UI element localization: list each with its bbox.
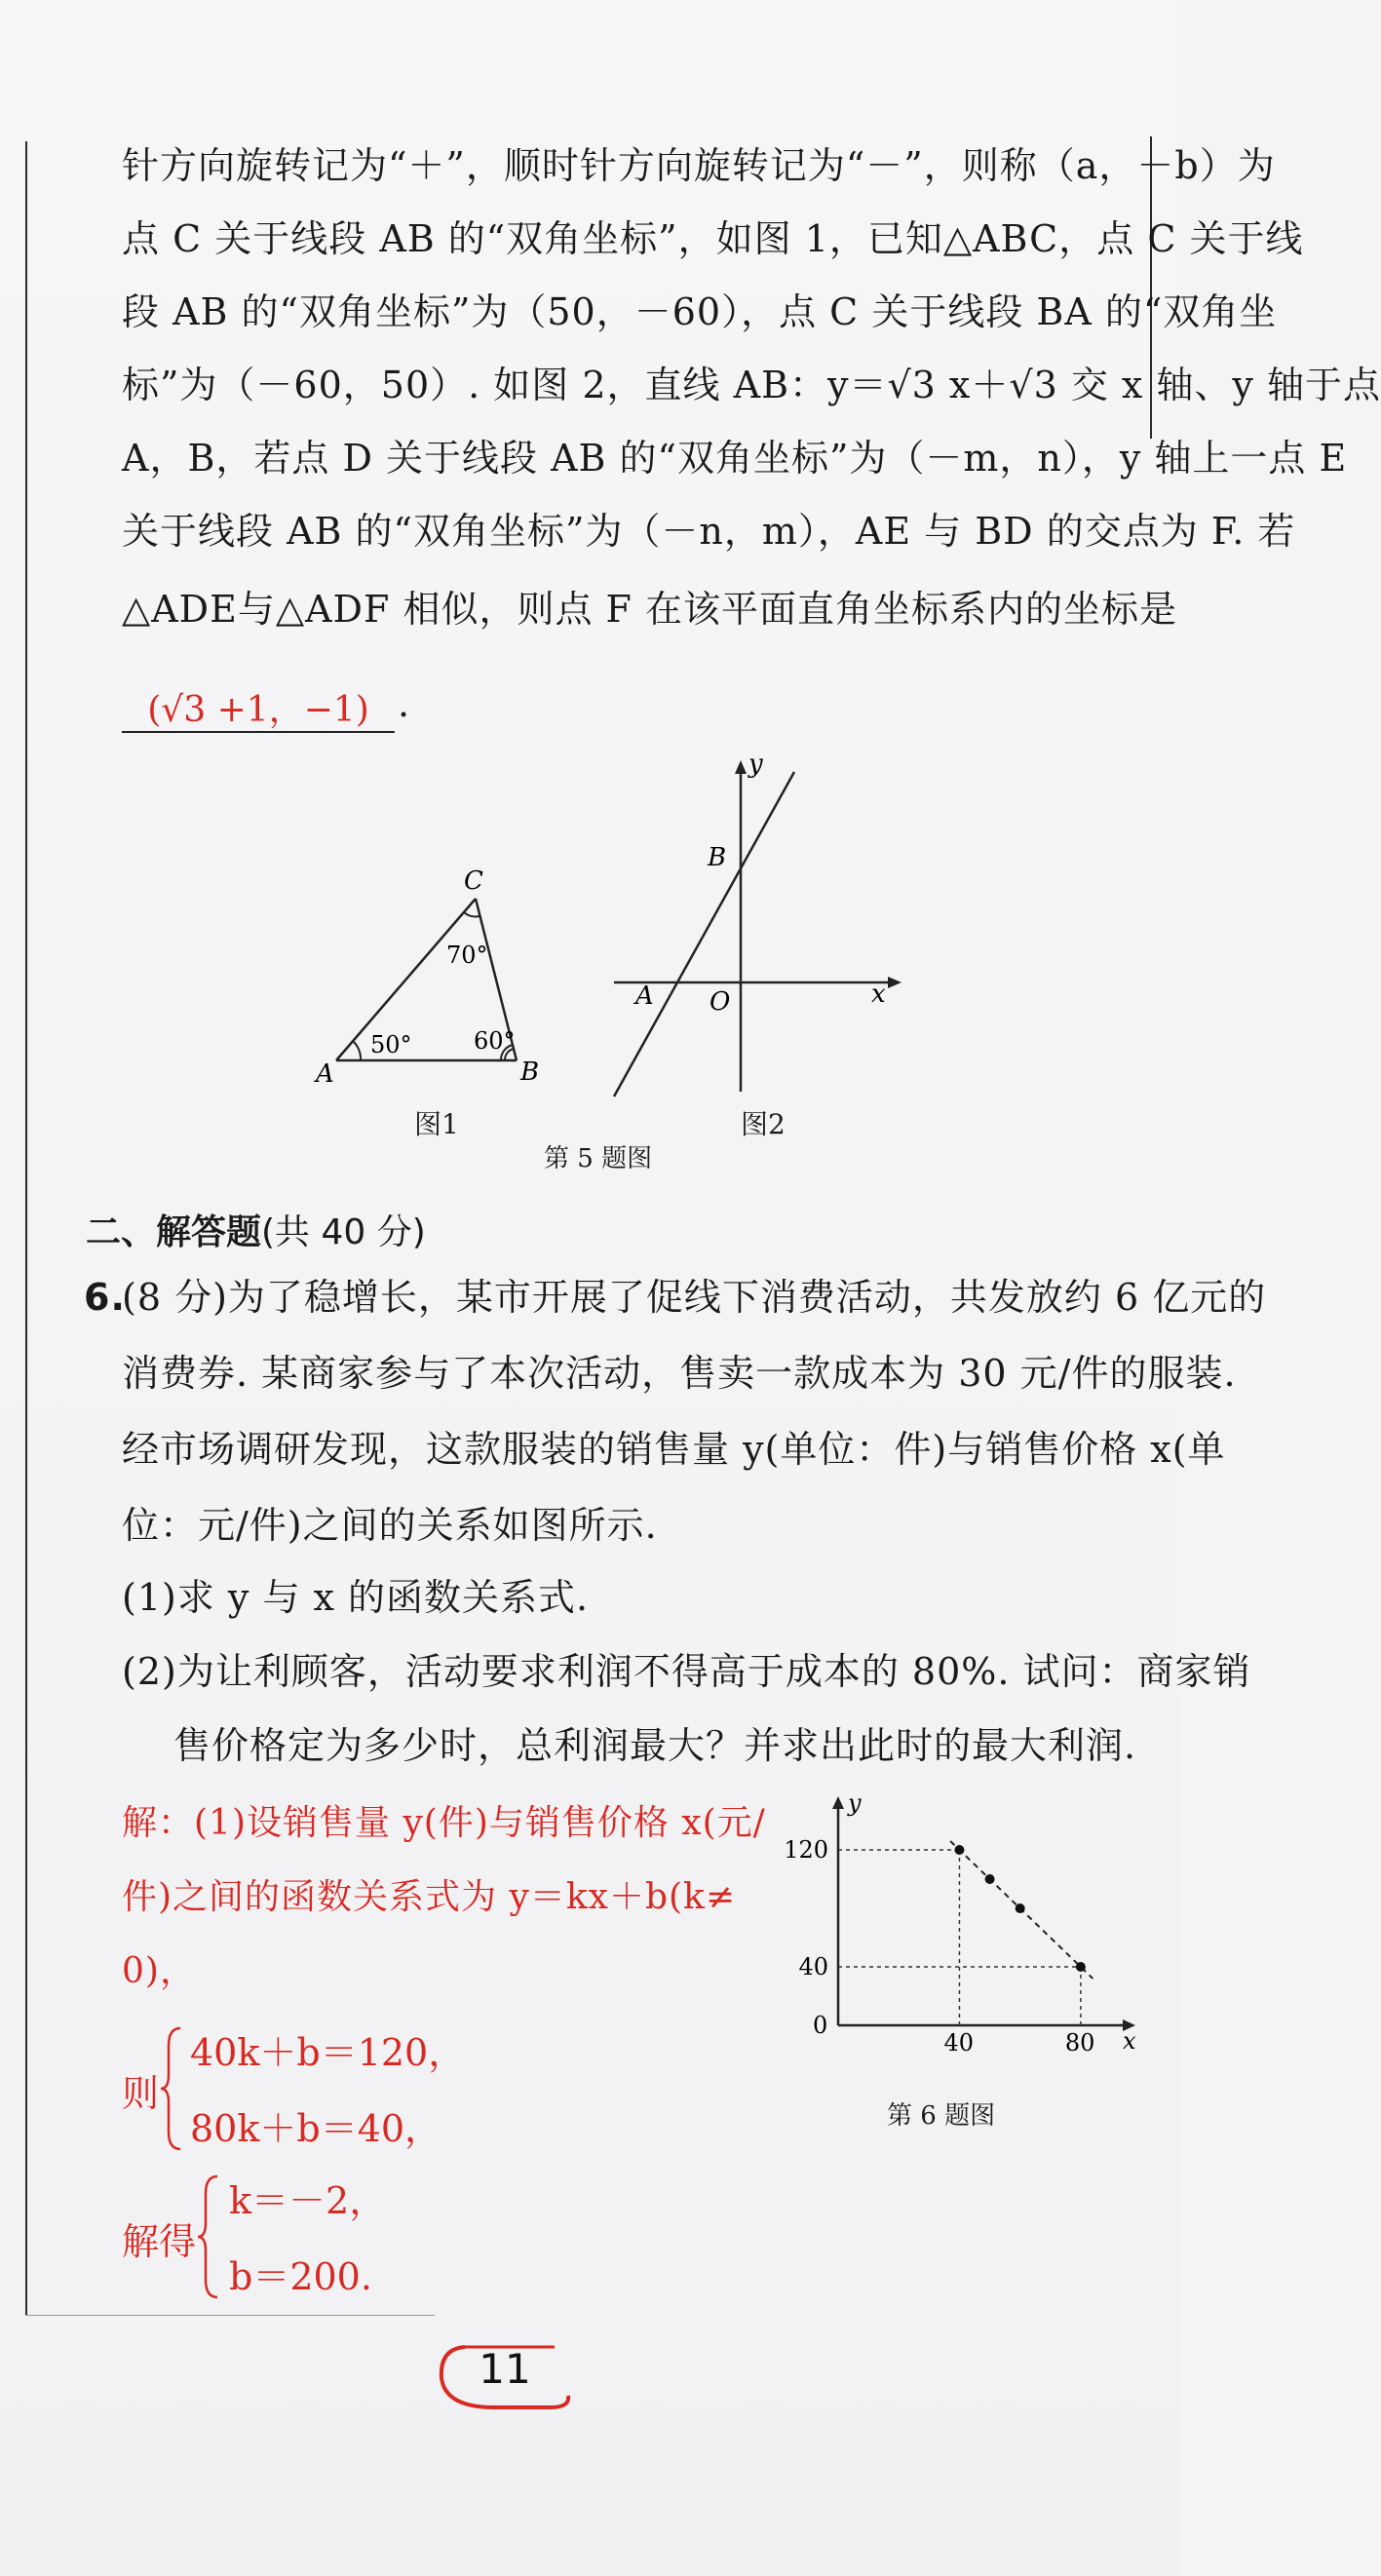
problem-6-line-3: 经市场调研发现，这款服装的销售量 y(单位：件)与销售价格 x(单 (122, 1428, 1226, 1471)
section-title-text: 二、解答题 (86, 1212, 262, 1252)
problem-6-part-2: (2)为让利顾客，活动要求利润不得高于成本的 80%. 试问：商家销 (122, 1650, 1251, 1693)
y-axis-arrow (735, 760, 747, 774)
problem-6-line-4: 位：元/件)之间的关系如图所示. (122, 1504, 658, 1547)
problem-5-line-7: △ADE与△ADF 相似，则点 F 在该平面直角坐标系内的坐标是 (122, 588, 1177, 631)
figure-1-caption: 图1 (414, 1108, 459, 1140)
chart-y-label: y (848, 1789, 862, 1817)
vertex-b-label: B (520, 1057, 540, 1087)
equation-system-1 (122, 2022, 466, 2159)
system-1-eq-1: 40k＋b＝120， (190, 2031, 466, 2074)
system-2-label: 解得 (122, 2220, 197, 2263)
bottom-rule (25, 2315, 435, 2316)
system-1-label: 则 (122, 2072, 160, 2115)
line-ab (614, 772, 794, 1096)
vertex-a-label: A (316, 1059, 334, 1089)
chart-y-tick-120: 120 (784, 1836, 828, 1864)
system-2-eq-1: k＝－2， (229, 2179, 387, 2222)
chart-x-label: x (1123, 2027, 1136, 2055)
figure-2-coordinate-plane (595, 750, 916, 1101)
page-number: 11 (479, 2345, 531, 2393)
chart-point-3 (1076, 1962, 1086, 1972)
chart-y-axis-arrow (832, 1796, 844, 1809)
point-b-label: B (708, 843, 727, 872)
problem-6-figure-caption: 第 6 题图 (887, 2101, 996, 2131)
chart-point-1 (985, 1874, 995, 1884)
answer-period: . (398, 682, 410, 725)
problem-6-line-2: 消费券. 某商家参与了本次活动，售卖一款成本为 30 元/件的服装. (122, 1352, 1237, 1395)
problem-6-number: 6. (84, 1276, 126, 1319)
problem-5-line-6: 关于线段 AB 的“双角坐标”为（－n，m），AE 与 BD 的交点为 F. 若 (122, 510, 1296, 553)
problem-5-line-4: 标”为（－60，50）. 如图 2，直线 AB：y＝√3 x＋√3 交 x 轴、y 轴于点 (122, 364, 1381, 406)
problem-6-part-2-cont: 售价格定为多少时，总利润最大？并求出此时的最大利润. (173, 1724, 1137, 1767)
chart-origin-label: 0 (813, 2012, 828, 2039)
problem-5-line-5: A，B，若点 D 关于线段 AB 的“双角坐标”为（－m，n），y 轴上一点 E (122, 437, 1348, 480)
figure-2-caption: 图2 (741, 1108, 786, 1140)
left-margin-rule (25, 141, 27, 2315)
solution-line-1: 解：(1)设销售量 y(件)与销售价格 x(元/ (122, 1803, 766, 1843)
angle-b-label: 60° (474, 1027, 516, 1055)
x-axis-label: x (871, 980, 886, 1009)
section-title (86, 1205, 426, 1254)
section-score: (共 40 分) (261, 1212, 426, 1252)
problem-6-part-1: (1)求 y 与 x 的函数关系式. (122, 1576, 590, 1619)
problem-6-line-1: (8 分)为了稳增长，某市开展了促线下消费活动，共发放约 6 亿元的 (122, 1276, 1267, 1319)
y-axis-label: y (748, 750, 763, 779)
solution-line-2: 件)之间的函数关系式为 y＝kx＋b(k≠ (122, 1877, 737, 1917)
chart-point-0 (954, 1845, 964, 1855)
solution-line-3: 0)， (122, 1951, 196, 1991)
vertex-c-label: C (464, 866, 483, 896)
x-axis-arrow (888, 977, 901, 988)
system-1-eq-2: 80k＋b＝40， (190, 2107, 442, 2150)
angle-c-label: 70° (446, 942, 488, 969)
angle-a-arc (353, 1041, 361, 1060)
answer-blank (122, 682, 395, 733)
problem-5-line-3: 段 AB 的“双角坐标”为（50，－60），点 C 关于线段 BA 的“双角坐 (122, 290, 1278, 333)
problem-5-line-1: 针方向旋转记为“＋”，顺时针方向旋转记为“－”，则称（a，－b）为 (122, 144, 1276, 187)
angle-a-label: 50° (370, 1031, 412, 1058)
answer-text: (√3 +1，−1) (147, 690, 369, 730)
problem-5-line-2: 点 C 关于线段 AB 的“双角坐标”，如图 1，已知△ABC，点 C 关于线 (122, 217, 1304, 260)
chart-y-tick-40: 40 (798, 1953, 828, 1980)
chart-point-2 (1016, 1903, 1025, 1913)
problem-5-figure-caption: 第 5 题图 (544, 1144, 653, 1173)
point-a-label: A (635, 981, 654, 1011)
system-1-brace (161, 2026, 184, 2151)
problem-6-chart (770, 1789, 1150, 2066)
equation-system-2 (122, 2171, 453, 2307)
system-2-brace (198, 2174, 221, 2299)
chart-x-tick-80: 80 (1064, 2029, 1095, 2057)
origin-label: O (710, 987, 731, 1017)
angle-c-arc (464, 912, 480, 916)
figure-1-triangle (302, 858, 575, 1092)
chart-x-tick-40: 40 (943, 2029, 974, 2057)
system-2-eq-2: b＝200. (229, 2255, 372, 2298)
